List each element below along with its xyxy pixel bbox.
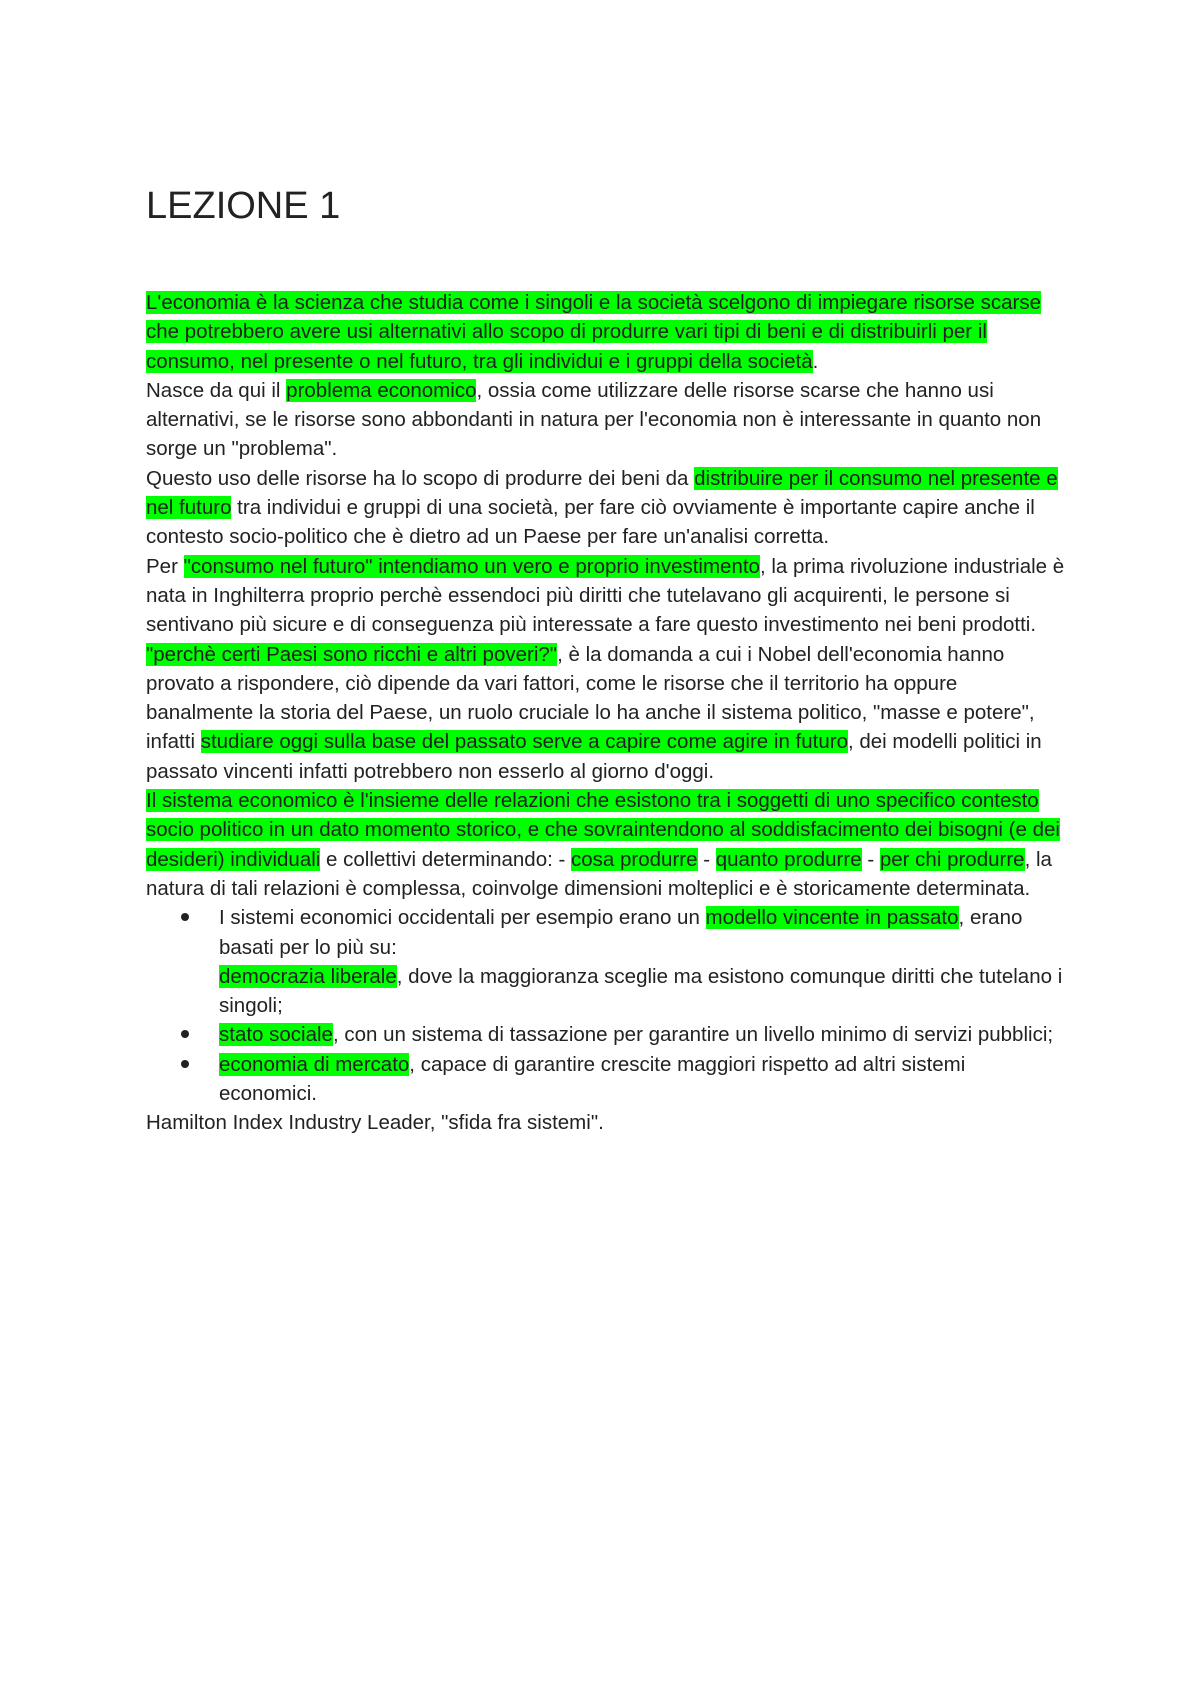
paragraph-definition — [146, 288, 1066, 376]
plain-text: , la natura di tali relazioni è complessa, coinvolge dimensioni molteplici e è storicamente determinata. — [146, 847, 1052, 900]
highlighted-text: per chi produrre — [879, 847, 1025, 871]
plain-text: , dove la maggioranza sceglie ma esistono comunque diritti che tutelano i singoli; — [219, 964, 1063, 1018]
bullet-dot-icon — [181, 1030, 189, 1038]
plain-text: e collettivi determinando: - — [320, 847, 572, 871]
list-item-text — [219, 962, 1066, 1021]
plain-text: , con un sistema di tassazione per garantire un livello minimo di servizi pubblici; — [332, 1023, 1054, 1047]
highlighted-text: modello vincente in passato — [705, 906, 959, 930]
highlighted-text: Il sistema economico è l'insieme delle relazioni che esistono tra i soggetti di uno specifico contesto socio politico in un dato momento storico, e che sovraintendono al soddisfacimento dei bisogni (e dei desideri) individuali — [146, 789, 1060, 871]
highlighted-text: studiare oggi sulla base del passato serve a capire come agire in futuro — [200, 730, 848, 754]
plain-text: Questo uso delle risorse ha lo scopo di produrre dei beni da — [146, 466, 695, 490]
highlighted-text: democrazia liberale — [219, 964, 397, 988]
plain-text: , è la domanda a cui i Nobel dell'economia hanno provato a rispondere, ciò dipende da vari fattori, come le risorse che il territorio ha oppure banalmente la storia del Paese, un ruolo cruciale lo ha anche il sistema politico, "masse e potere", infatti — [146, 642, 1035, 754]
highlighted-text: quanto produrre — [715, 847, 862, 871]
plain-text: - — [861, 847, 880, 871]
plain-text: - — [697, 847, 716, 871]
highlighted-text: distribuire per il consumo nel presente e nel futuro — [146, 466, 1058, 520]
highlighted-text: cosa produrre — [571, 847, 698, 871]
highlighted-text: "perchè certi Paesi sono ricchi e altri poveri?" — [146, 642, 558, 666]
list-item-text — [219, 903, 1066, 962]
plain-text: I sistemi economici occidentali per esempio erano un — [219, 906, 706, 930]
list-item — [219, 1020, 1066, 1049]
paragraph-closing: Hamilton Index Industry Leader, "sfida fra sistemi". — [146, 1111, 604, 1135]
plain-text: , capace di garantire crescite maggiori rispetto ad altri sistemi economici. — [219, 1052, 966, 1106]
page-title: LEZIONE 1 — [146, 185, 341, 227]
paragraph-rich-poor-countries — [146, 640, 1066, 786]
list-item-text — [219, 1020, 1066, 1049]
plain-text: tra individui e gruppi di una società, per fare ciò ovviamente è importante capire anche il contesto socio-politico che è dietro ad un Paese per fare un'analisi corretta. — [146, 496, 1035, 549]
document-body — [146, 288, 1066, 1138]
plain-text: , dei modelli politici in passato vincenti infatti potrebbero non esserlo al giorno d'oggi. — [146, 730, 1042, 783]
bullet-dot-icon — [181, 913, 189, 921]
plain-text: , erano basati per lo più su: — [219, 906, 1023, 959]
plain-text: , la prima rivoluzione industriale è nata in Inghilterra proprio perchè essendoci più diritti che tutelavano gli acquirenti, le persone si sentivano più sicure e di conseguenza più interessate a fare questo investimento nei beni prodotti. — [146, 554, 1065, 637]
plain-text: , ossia come utilizzare delle risorse scarse che hanno usi alternativi, se le risorse sono abbondanti in natura per l'economia non è interessante in quanto non sorge un "problema". — [146, 378, 1042, 461]
highlighted-text: L'economia è la scienza che studia come i singoli e la società scelgono di impiegare risorse scarse che potrebbero avere usi alternativi allo scopo di produrre vari tipi di beni e di distribuirli per il consumo, nel presente o nel futuro, tra gli individui e i gruppi della società — [146, 291, 1041, 373]
highlighted-text: stato sociale — [219, 1023, 333, 1047]
bullet-dot-icon — [181, 1060, 189, 1068]
paragraph-economic-system — [146, 786, 1066, 903]
plain-text: Per — [146, 554, 184, 578]
paragraph-economic-problem — [146, 376, 1066, 464]
paragraph-resource-use — [146, 464, 1066, 552]
list-item — [219, 903, 1066, 1020]
bullet-list — [146, 903, 1066, 1108]
document-page — [146, 182, 1066, 1138]
plain-text: Nasce da qui il — [146, 378, 287, 402]
highlighted-text: problema economico — [286, 378, 477, 402]
highlighted-text: "consumo nel futuro" intendiamo un vero e proprio investimento — [183, 554, 760, 578]
highlighted-text: economia di mercato — [219, 1052, 410, 1076]
paragraph-future-consumption — [146, 552, 1066, 640]
plain-text: . — [812, 349, 819, 373]
list-item — [219, 1050, 1066, 1109]
list-item-text — [219, 1050, 1066, 1109]
